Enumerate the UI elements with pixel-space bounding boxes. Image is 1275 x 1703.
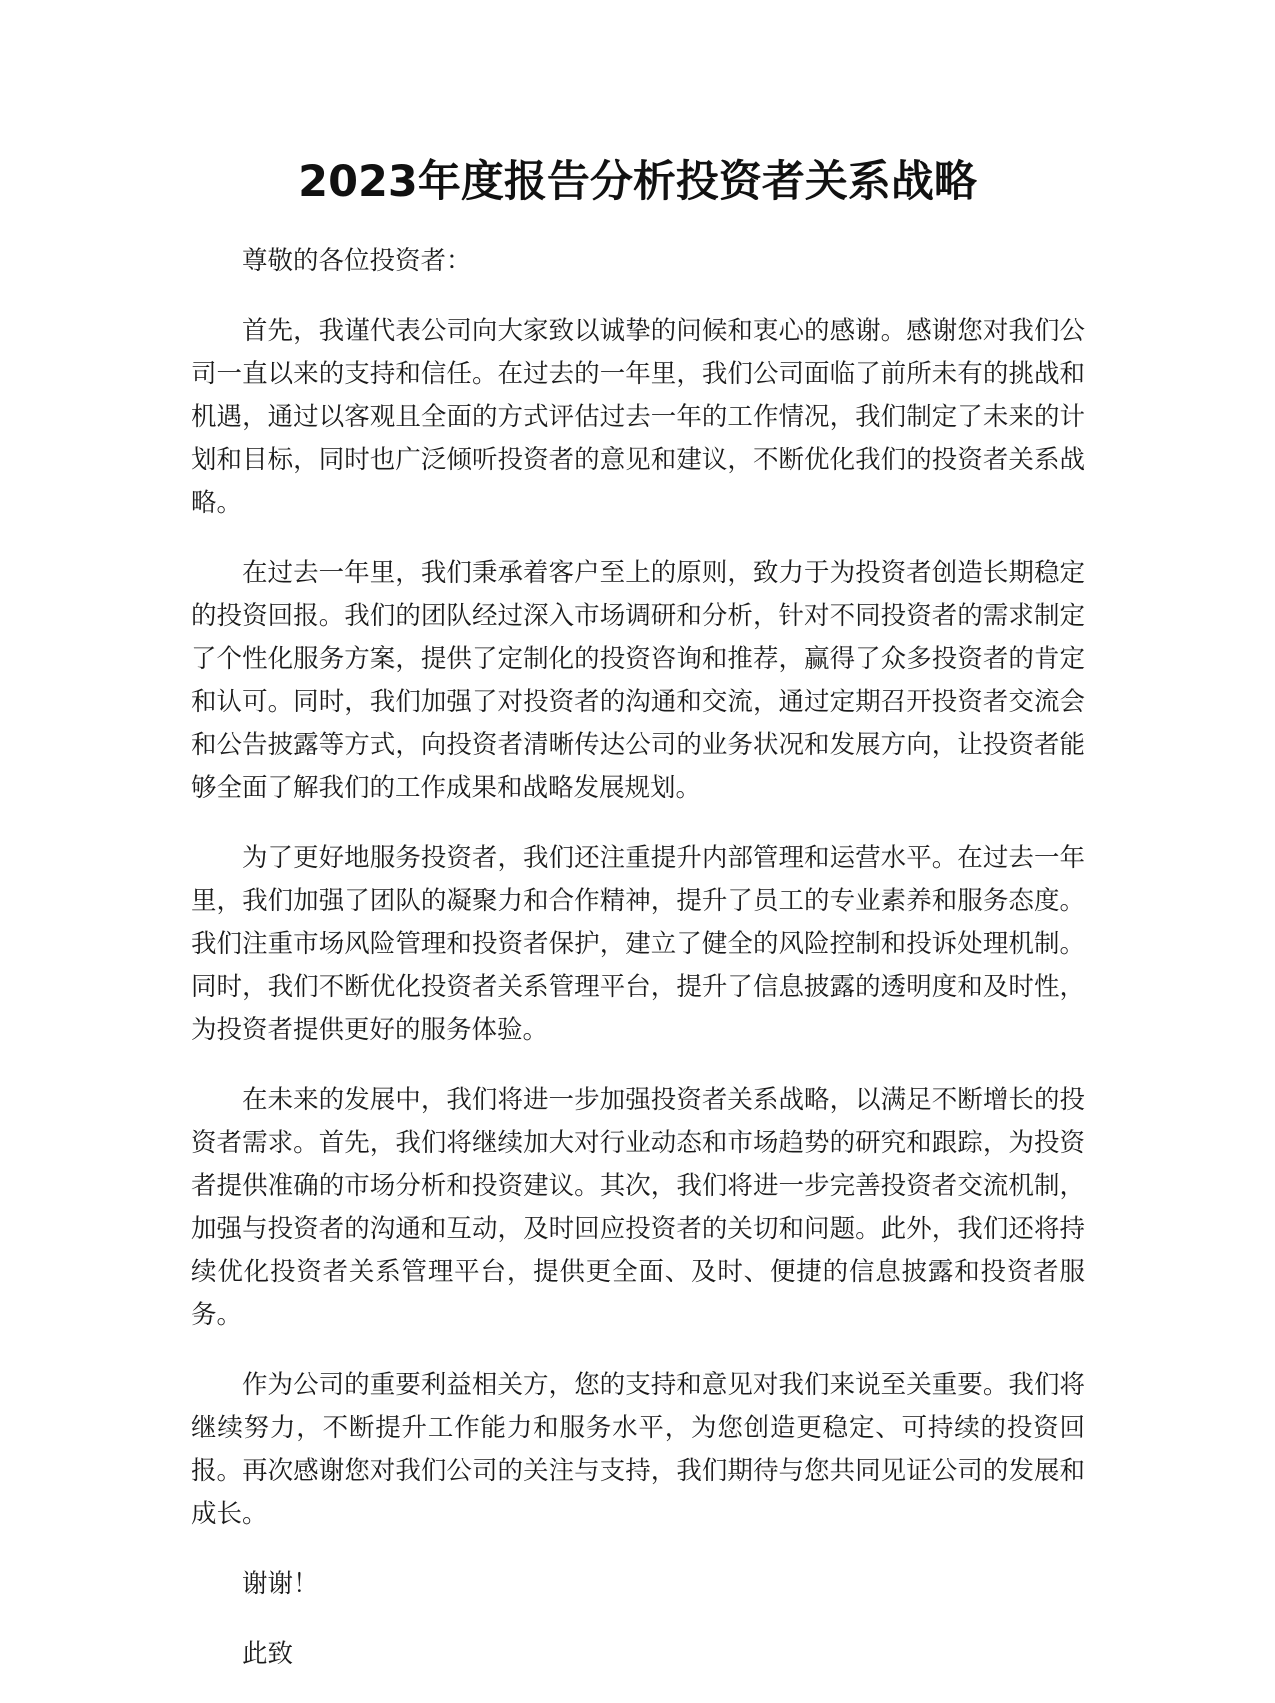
paragraph-closing-remarks: 作为公司的重要利益相关方，您的支持和意见对我们来说至关重要。我们将继续努力，不断提升工作能力和服务水平，为您创造更稳定、可持续的投资回报。再次感谢您对我们公司的关注与支持，我们期待与您共同见证公司的发展和成长。	[191, 1370, 1085, 1529]
paragraph-future-plans: 在未来的发展中，我们将进一步加强投资者关系战略，以满足不断增长的投资者需求。首先，我们将继续加大对行业动态和市场趋势的研究和跟踪，为投资者提供准确的市场分析和投资建议。其次，我们将进一步完善投资者交流机制，加强与投资者的沟通和互动，及时回应投资者的关切和问题。此外，我们还将持续优化投资者关系管理平台，提供更全面、及时、便捷的信息披露和投资者服务。	[191, 1085, 1085, 1330]
paragraph-past-year: 在过去一年里，我们秉承着客户至上的原则，致力于为投资者创造长期稳定的投资回报。我们的团队经过深入市场调研和分析，针对不同投资者的需求制定了个性化服务方案，提供了定制化的投资咨询和推荐，赢得了众多投资者的肯定和认可。同时，我们加强了对投资者的沟通和交流，通过定期召开投资者交流会和公告披露等方式，向投资者清晰传达公司的业务状况和发展方向，让投资者能够全面了解我们的工作成果和战略发展规划。	[191, 558, 1085, 803]
salutation: 尊敬的各位投资者：	[242, 246, 472, 276]
paragraph-internal-management: 为了更好地服务投资者，我们还注重提升内部管理和运营水平。在过去一年里，我们加强了团队的凝聚力和合作精神，提升了员工的专业素养和服务态度。我们注重市场风险管理和投资者保护，建立了健全的风险控制和投诉处理机制。同时，我们不断优化投资者关系管理平台，提升了信息披露的透明度和及时性，为投资者提供更好的服务体验。	[191, 843, 1085, 1045]
closing-line: 此致	[242, 1639, 294, 1669]
thanks-line: 谢谢！	[242, 1569, 319, 1599]
document-body	[191, 240, 1085, 1703]
paragraph-opening: 首先，我谨代表公司向大家致以诚挚的问候和衷心的感谢。感谢您对我们公司一直以来的支持和信任。在过去的一年里，我们公司面临了前所未有的挑战和机遇，通过以客观且全面的方式评估过去一年的工作情况，我们制定了未来的计划和目标，同时也广泛倾听投资者的意见和建议，不断优化我们的投资者关系战略。	[191, 316, 1085, 518]
document-title: 2023年度报告分析投资者关系战略	[298, 157, 977, 207]
